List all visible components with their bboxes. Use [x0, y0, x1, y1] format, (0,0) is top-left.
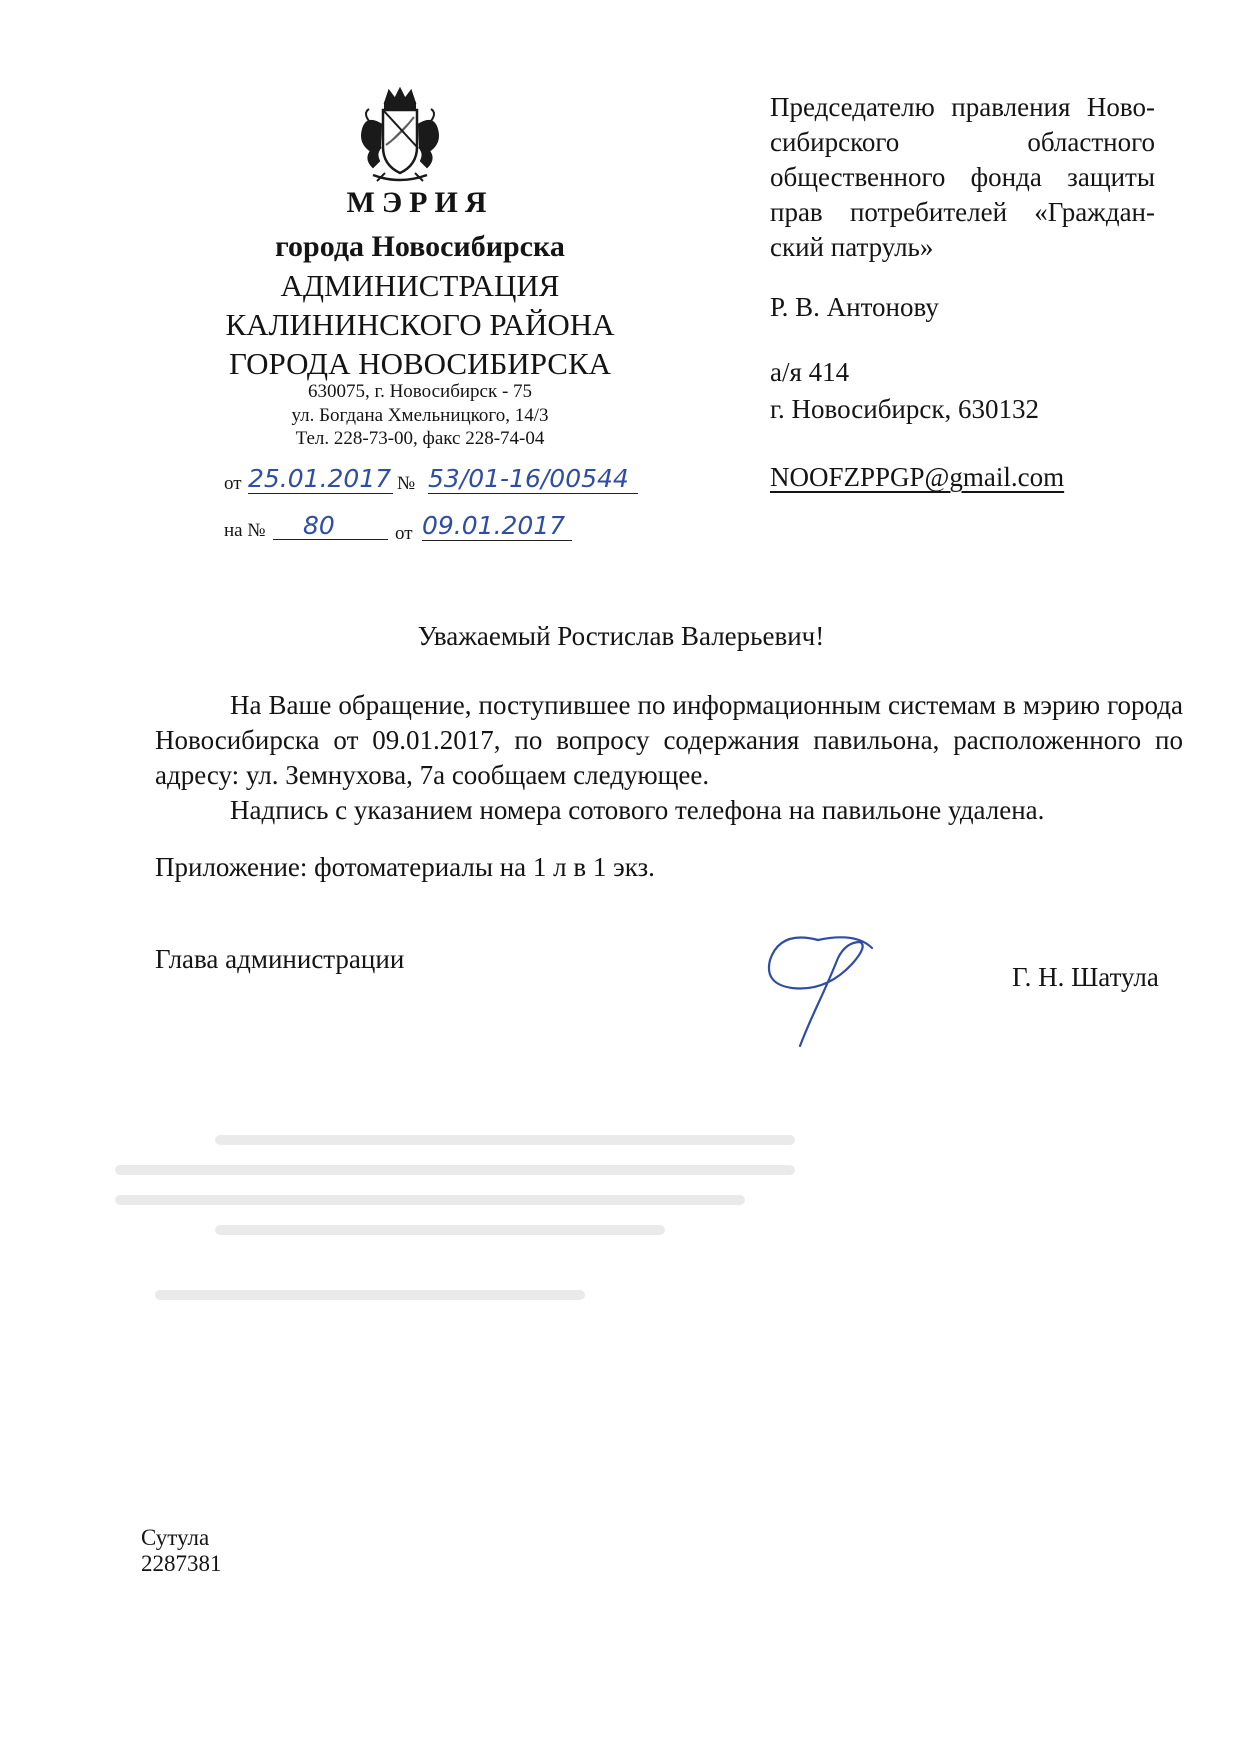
novosibirsk-coat-of-arms-icon	[345, 85, 455, 190]
attachment-note: Приложение: фотоматериалы на 1 л в 1 экз.	[155, 852, 655, 882]
signer-name: Г. Н. Шатула	[1012, 962, 1159, 992]
reference-date-field: 09.01.2017	[422, 512, 572, 541]
org-postal-address: 630075, г. Новосибирск - 75	[307, 381, 533, 402]
body-paragraph-2: Надпись с указанием номера сотового телефона на павильоне удалена.	[230, 795, 1045, 825]
recipient-name: Р. В. Антонову	[770, 292, 939, 322]
recipient-city: г. Новосибирск, 630132	[770, 394, 1039, 424]
org-name-line-5: ГОРОДА НОВОСИБИРСКА	[228, 346, 612, 381]
signer-position: Глава администрации	[155, 944, 405, 974]
scan-bleed-through	[100, 1120, 800, 1320]
body-paragraph-1: На Ваше обращение, поступившее по информационным системам в мэрию города Новосибирска от 09.01.2017, по вопросу содержания павильона, расположенного по адресу: ул. Земнухова, 7а сообщаем следующее.	[155, 690, 1183, 790]
recipient-title: Председателю правления Ново-сибирского областного общественного фонда защиты прав потребителей «Граждан-	[770, 92, 1155, 227]
org-phone-fax: Тел. 228-73-00, факс 228-74-04	[295, 428, 545, 449]
reference-number-field: 80	[273, 512, 388, 540]
executor-phone: 2287381	[141, 1551, 222, 1576]
handwritten-signature-icon	[760, 918, 900, 1053]
org-name-line-1: МЭРИЯ	[346, 186, 494, 219]
greeting: Уважаемый Ростислав Валерьевич!	[417, 621, 825, 651]
outgoing-number-field: 53/01-16/00544	[428, 465, 638, 494]
org-name-line-4: КАЛИНИНСКОГО РАЙОНА	[225, 307, 615, 342]
recipient-po-box: а/я 414	[770, 357, 850, 387]
recipient-title-end: ский патруль»	[770, 232, 934, 262]
outgoing-date-label: от	[224, 473, 242, 494]
reference-date-label: от	[395, 523, 413, 544]
org-name-line-2: города Новосибирска	[275, 230, 565, 263]
org-name-line-3: АДМИНИСТРАЦИЯ	[280, 268, 560, 303]
outgoing-date-field: 25.01.2017	[248, 464, 392, 493]
outgoing-number-label: №	[397, 473, 416, 494]
reference-number-label: на №	[224, 520, 266, 541]
recipient-email: NOOFZPPGP@gmail.com	[770, 462, 1065, 492]
org-street-address: ул. Богдана Хмельницкого, 14/3	[291, 405, 549, 426]
executor-name: Сутула	[141, 1525, 210, 1550]
